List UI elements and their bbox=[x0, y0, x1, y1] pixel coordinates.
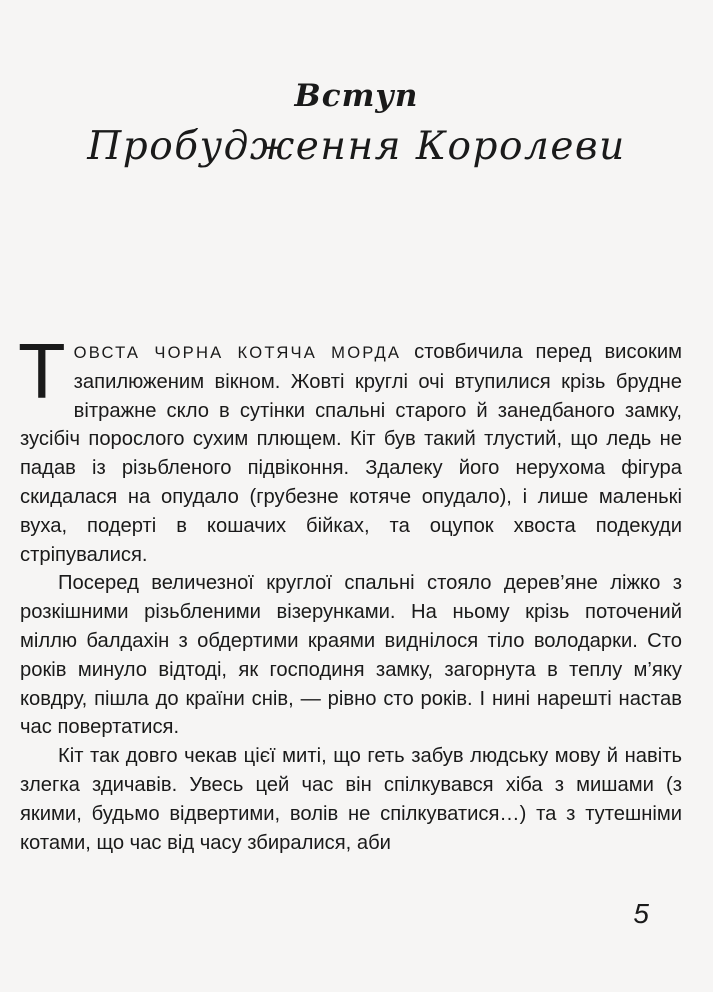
chapter-title: Пробудження Королеви bbox=[87, 124, 626, 169]
paragraph-2: Посеред величезної круглої спальні стояло дерев’яне ліжко з розкішними різьбленими візерунками. На ньому крізь поточений міллю балдахін з обдертими краями виднілося тіло володарки. Сто років минуло відтоді, як господиня замку, загорнута в теплу м’яку ковдру, пішла до країни снів, — рівно сто років. І нині нарешті настав час повертатися. bbox=[20, 572, 682, 739]
chapter-label: Вступ bbox=[294, 78, 419, 114]
paragraph-1 bbox=[18, 327, 682, 569]
lead-in: ОВСТА ЧОРНА КОТЯЧА МОРДА bbox=[73, 343, 402, 362]
body-text bbox=[18, 327, 682, 857]
page-number: 5 bbox=[633, 898, 649, 929]
paragraph-1-text: стовбичила перед високим запилюженим вікном. Жовті круглі очі втупилися крізь брудне вітражне скло в сутінки спальні старого й занедбаного замку, зусібіч порослого сухим плющем. Кіт був такий тлустий, що ледь не падав із різьбленого підвіконня. Здалеку його нерухома фігура скидалася на опудало (грубезне котяче опудало), і лише маленькі вуха, подерті в кошачих бійках, та оцупок хвоста подекуди стріпувалися. bbox=[20, 341, 682, 566]
drop-cap: Т bbox=[18, 327, 66, 415]
paragraph-3: Кіт так довго чекав цієї миті, що геть забув людську мову й навіть злегка здичавів. Увесь цей час він спілкувався хіба з мишами (з якими, будьмо відвертими, волів не спілкуватися…) та з тутешніми котами, що час від часу збиралися, аби bbox=[20, 745, 682, 854]
